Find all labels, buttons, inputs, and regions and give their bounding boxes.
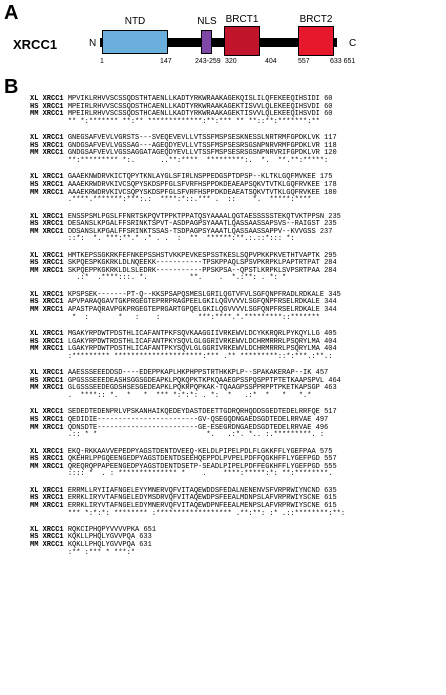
sequence-text: ERRKLIRYVTAFNGELEDYMSDRVQFVITAQEWDPSFEEALMDNPSLAFVRPRWIYSCNE	[67, 494, 320, 503]
species-label: HS XRCC1	[30, 141, 64, 150]
species-label: MM XRCC1	[30, 227, 64, 236]
sequence-text: SKPQESPKGKRKLDLNQEEKK-----------TPSKPPAQLSPSVPKRPKLPAPTRTPAT	[67, 259, 320, 268]
residue-number: 575	[319, 447, 333, 456]
c-terminus-label: C	[349, 38, 357, 49]
domain-ntd	[102, 30, 168, 54]
residue-number: 517	[324, 408, 337, 417]
sequence-text: SEDEDTEDENPRLVPSKANHAIKQEDEYDASTDEETTGDRQRHQDDSGEDTEDELRRFQE	[67, 408, 320, 417]
conservation-text: :::: * . : ************** * . ****:*****:*: **:********.	[67, 470, 333, 479]
residue-number: 404	[324, 345, 337, 354]
conservation-line	[30, 354, 440, 362]
alignment-block	[30, 214, 440, 244]
sequence-text: MPEIRLRHVVSCSSQDSTHCAENLLKADTYRKWRAAKAGEKTISVVLQLEKEEQIHSVDI	[67, 110, 320, 119]
sequence-text: QDNSDTE------------------------GE-ESEGRDNGAEDSGDTEDELRRVAE	[67, 423, 312, 432]
position-label: 633 651	[330, 58, 356, 65]
sequence-text: KQKLLPHQLYGVVPQA	[67, 533, 136, 542]
residue-number: 463	[324, 384, 337, 393]
alignment-block	[30, 527, 440, 557]
species-label: HS XRCC1	[30, 376, 64, 385]
species-label: XL XRCC1	[30, 408, 64, 417]
sequence-text: APVPARAQGAVTGKPRGEGTEPRRPRAGPEELGKILQGVVVVLSGFQNPFRSELRDKALE	[67, 298, 320, 307]
conservation-line	[30, 432, 440, 440]
sequence-text: ENSSPSMLPGSLFFNRTSKPQVTPPKTPPATQSYAAAALQGTAESSSSSTEKQTVKTPPSN	[67, 212, 325, 221]
sequence-text: AAESSSEEEDDSD----EDEPPKAPLHKPHPPSTRTHKKPLP--SPAKAKERAP--IK	[67, 369, 312, 378]
conservation-line	[30, 550, 440, 558]
sequence-text: KPSPSEK-------PT-Q--KKSPSAPQSMESLGRILQGTVFVLSGFQNPFRADLRDKALE	[67, 290, 325, 299]
sequence-text: HMTKEPSSGKRKFEFNKEPSSHSTVKKPEVKESPSSTKESLSQPVPKKPKVETHTVAPTK	[67, 251, 320, 260]
alignment-block	[30, 449, 440, 479]
alignment-block	[30, 135, 440, 165]
sequence-text: RQKCIPHQPYVVVVPKA	[67, 525, 140, 534]
species-label: XL XRCC1	[30, 525, 64, 534]
species-label: XL XRCC1	[30, 486, 64, 495]
residue-number: 345	[328, 290, 341, 299]
sequence-text: AAAEKRWDRVKIVCSQPYSKDSPFGLSFVRFHSPPDKDEAEAPSQKVTVTKLGQFRVKEE	[67, 180, 320, 189]
sequence-text: ERRMLLRYIIAFNGELEYYMNERVQFVITAQEWDDSFEDALNENENVSFVRPRWIYNCND	[67, 486, 320, 495]
residue-number: 295	[324, 251, 337, 260]
sequence-text: GPGSSSEEEDEASHSGGSGDEAPKLPQKQPKTKPKQAAEGPSSPQSPPTPTETKAAPSPVL	[67, 376, 325, 385]
sequence-text: DESANSLKPGALFFSRINKTSPVT-ASDPAGPSYAAATLQASSAASSAPSVS--RAIGST	[67, 220, 320, 229]
conservation-line	[30, 511, 440, 519]
sequence-text: LGAKYRPDWTPDSTHLICAFANTPKYSQVLGLGGRIVRKEWVLDCHRMRRRLPSQRYLMA	[67, 345, 320, 354]
sequence-text: QEDIDIE------------------------GV-QSEGQDNGAEDSGDTEDELRRVAE	[67, 415, 312, 424]
residue-number: 60	[324, 102, 333, 111]
conservation-text: . ****:: *. * * *** *:*:*: . *: * .:* * * *.*	[67, 391, 312, 400]
species-label: MM XRCC1	[30, 110, 64, 119]
residue-number: 557	[324, 455, 337, 464]
species-label: MM XRCC1	[30, 541, 64, 550]
conservation-text: :** :*** * ***:*	[67, 548, 136, 557]
position-label: 147	[160, 58, 172, 65]
alignment-block	[30, 253, 440, 283]
n-terminus-label: N	[89, 38, 97, 49]
species-label: HS XRCC1	[30, 220, 64, 229]
species-label: MM XRCC1	[30, 501, 64, 510]
position-label: 320	[225, 58, 237, 65]
residue-number: 235	[328, 212, 341, 221]
residue-number: 615	[324, 501, 337, 510]
conservation-text: .****.*******:***:.: ****:*::.*** . :: *. *****:****	[67, 196, 312, 205]
conservation-text: ** *:******* **:** *************:**:*** ** **::**:*******:**	[67, 117, 320, 126]
conservation-line	[30, 197, 440, 205]
species-label: HS XRCC1	[30, 494, 64, 503]
residue-number: 344	[324, 306, 337, 315]
sequence-text: APASTPAQRAVPGKPRGEGTEPRGARTGPQELGKILQGVVVVLSGFQNPFRSELRDKALE	[67, 306, 320, 315]
residue-number: 457	[315, 369, 329, 378]
sequence-text: GNEGSAFVEVLVGRSTS---SVEQEVEVLLVTSSFMSPSESKNESSLNRTRMFGPDKLVK	[67, 134, 320, 143]
alignment-block	[30, 488, 440, 518]
sequence-text: MPVIKLRHVVSCSSQDSTHTAENLLKADTYRKWRAAKAGEKQISLILQFEKEEQIHSIDI	[67, 95, 320, 103]
species-label: XL XRCC1	[30, 173, 64, 182]
domain-diagram	[0, 0, 446, 75]
sequence-text: EKQ-RKKAAVVEPEDPYAGSTDENTDVEEQ-KELDLPIPELPDLFLGKKFFLYGEFPAA	[67, 447, 316, 456]
species-label: XL XRCC1	[30, 369, 64, 378]
conservation-text: .:: * * *. .:*. *.. :.*********. :	[67, 431, 325, 440]
species-label: HS XRCC1	[30, 415, 64, 424]
position-label: 557	[298, 58, 310, 65]
sequence-text: LGAKYRPDWTRDSTHLICAFANTPKYSQVLGLGGRIVRKEWVLDCHRMRRRLPSQRYLMA	[67, 337, 320, 346]
conservation-line	[30, 119, 440, 127]
residue-number: 178	[324, 180, 337, 189]
species-label: HS XRCC1	[30, 337, 64, 346]
domain-label-brct2: BRCT2	[299, 14, 333, 25]
species-label: MM XRCC1	[30, 188, 64, 197]
species-label: XL XRCC1	[30, 134, 64, 143]
panel-a-label: A	[4, 2, 19, 24]
conservation-text: :********* *********************:*** .** *********::*:***.:**.:	[67, 352, 333, 361]
alignment-block	[30, 96, 440, 126]
position-label: 243-259	[195, 58, 221, 65]
domain-nls	[201, 30, 212, 54]
alignment-block	[30, 409, 440, 439]
conservation-line	[30, 236, 440, 244]
species-label: XL XRCC1	[30, 212, 64, 221]
species-label: XL XRCC1	[30, 290, 64, 299]
conservation-line	[30, 393, 440, 401]
conservation-line	[30, 315, 440, 323]
species-label: HS XRCC1	[30, 259, 64, 268]
domain-label-ntd: NTD	[124, 16, 146, 27]
species-label: MM XRCC1	[30, 462, 64, 471]
domain-brct2	[298, 26, 334, 56]
sequence-text: GNDGSAFVEVLVGSSAG---AGEQDYEVLLVTSSFMSPSESRSGSNPNRVRMFGPDKLVR	[67, 141, 320, 150]
sequence-text: MPEIRLRHVVSCSSQDSTHCAENLLKADTYRKWRAAKAGEKTISVVLQLEKEEQIHSVDI	[67, 102, 320, 111]
species-label: MM XRCC1	[30, 306, 64, 315]
residue-number: 405	[324, 330, 337, 339]
species-label: HS XRCC1	[30, 298, 64, 307]
sequence-text: GAAEKNWDRVKICTQPYTKNLAYGLSFIRLNSPPEDGSPTDPSP--KLTKLGQFMVKEE	[67, 173, 316, 182]
conservation-text: * : * : : ***:****.*.*********::*******	[67, 313, 320, 322]
species-label: XL XRCC1	[30, 330, 64, 339]
residue-number: 635	[324, 486, 337, 495]
residue-number: 633	[139, 533, 152, 542]
species-label: HS XRCC1	[30, 180, 64, 189]
residue-number: 175	[319, 173, 333, 182]
sequence-text: QREQRQPPAPEENGEDPYAGSTDENTDSETP-SEADLPIPELPDFFEGKHFFLYGEFPGD	[67, 462, 320, 471]
species-label: MM XRCC1	[30, 149, 64, 158]
gene-name: XRCC1	[13, 37, 58, 52]
species-label: MM XRCC1	[30, 384, 64, 393]
residue-number: 235	[324, 220, 337, 229]
species-label: XL XRCC1	[30, 95, 64, 103]
sequence-text: GNDGSAFVEVLVGSSAGGATAGEQDYEVLLVTSSFMSPSESRSGSNPNRVRIFGPDKLVR	[67, 149, 320, 158]
residue-number: 651	[143, 525, 157, 534]
residue-number: 237	[319, 227, 333, 236]
conservation-line	[30, 275, 440, 283]
alignment-block	[30, 174, 440, 204]
residue-number: 555	[324, 462, 337, 471]
species-label: HS XRCC1	[30, 102, 64, 111]
sequence-text: ERRKLIRYVTAFNGELEDYMNERVQFVITAQEWDPNFEEALMENPSLAFVRPRWIYSCNE	[67, 501, 320, 510]
alignment-block	[30, 331, 440, 361]
sequence-text: KQKLLPHQLYGVVPQA	[67, 541, 136, 550]
residue-number: 180	[324, 188, 337, 197]
alignment-block	[30, 370, 440, 400]
residue-number: 117	[324, 134, 337, 143]
conservation-line	[30, 471, 440, 479]
species-label: HS XRCC1	[30, 455, 64, 464]
panel-b-label: B	[4, 76, 19, 98]
species-label: MM XRCC1	[30, 423, 64, 432]
species-label: HS XRCC1	[30, 533, 64, 542]
sequence-alignment	[30, 96, 440, 557]
residue-number: 631	[139, 541, 152, 550]
conservation-line	[30, 158, 440, 166]
sequence-text: SKPQEPPKGKRKLDLSLEDRK-----------PPSKPSA--QPSTLKRPKLSVPSRTPAA	[67, 266, 320, 275]
sequence-text: DDSANSLKPGALFFSRINKTSSAS-TSDPAGPSYAAATLQASSAASSAPPV--KVVGSS	[67, 227, 316, 236]
residue-number: 464	[328, 376, 341, 385]
position-label: 1	[100, 58, 104, 65]
residue-number: 497	[315, 415, 329, 424]
sequence-text: AAAEKRWDRVKIVCSQPYSKDSPFGLSFVRFHSPPDKDEAEATSQKVTVTKLGQFRVKEE	[67, 188, 320, 197]
alignment-block	[30, 292, 440, 322]
species-label: MM XRCC1	[30, 345, 64, 354]
residue-number: 284	[324, 259, 337, 268]
residue-number: 404	[324, 337, 337, 346]
sequence-text: MGAKYRPDWTPDSTHLICAFANTPKFSQVKAAGGIIVRKEWVLDCYKKRQRLPYKQYLLG	[67, 330, 320, 339]
position-label: 404	[265, 58, 277, 65]
conservation-text: **:********* *:. ..**:**** *********:. *. **.**:*****:	[67, 156, 329, 165]
residue-number: 120	[324, 149, 337, 158]
residue-number: 118	[324, 141, 337, 150]
domain-label-brct1: BRCT1	[225, 14, 259, 25]
domain-brct1	[224, 26, 260, 56]
conservation-text: *** *:*:*: ******** :****************** .**:**: :* .::********:**:	[67, 509, 346, 518]
residue-number: 344	[324, 298, 337, 307]
sequence-text: QKEHRLPPGQEENGEDPYAGSTDENTDSEEHQEPPDLPVPELPDFFQGKHFFLYGEFPGD	[67, 455, 320, 464]
residue-number: 496	[315, 423, 329, 432]
domain-label-nls: NLS	[197, 16, 217, 27]
residue-number: 615	[324, 494, 337, 503]
residue-number: 284	[324, 266, 337, 275]
sequence-text: GLGSSSEEDEGDSHSESGEDEAPKLPQKRPQPKAK-TQAAGPSSPPRPPTPKETKAPSGP	[67, 384, 320, 393]
conservation-text: ::*: *. ***:**.* .* . . : ** ******:**.:.::*::: *:	[67, 235, 295, 244]
species-label: MM XRCC1	[30, 266, 64, 275]
residue-number: 60	[324, 110, 333, 119]
residue-number: 60	[324, 95, 333, 103]
species-label: XL XRCC1	[30, 447, 64, 456]
conservation-text: .:* .****:::. *. **. . *.:**: . *: *	[67, 274, 287, 283]
species-label: XL XRCC1	[30, 251, 64, 260]
